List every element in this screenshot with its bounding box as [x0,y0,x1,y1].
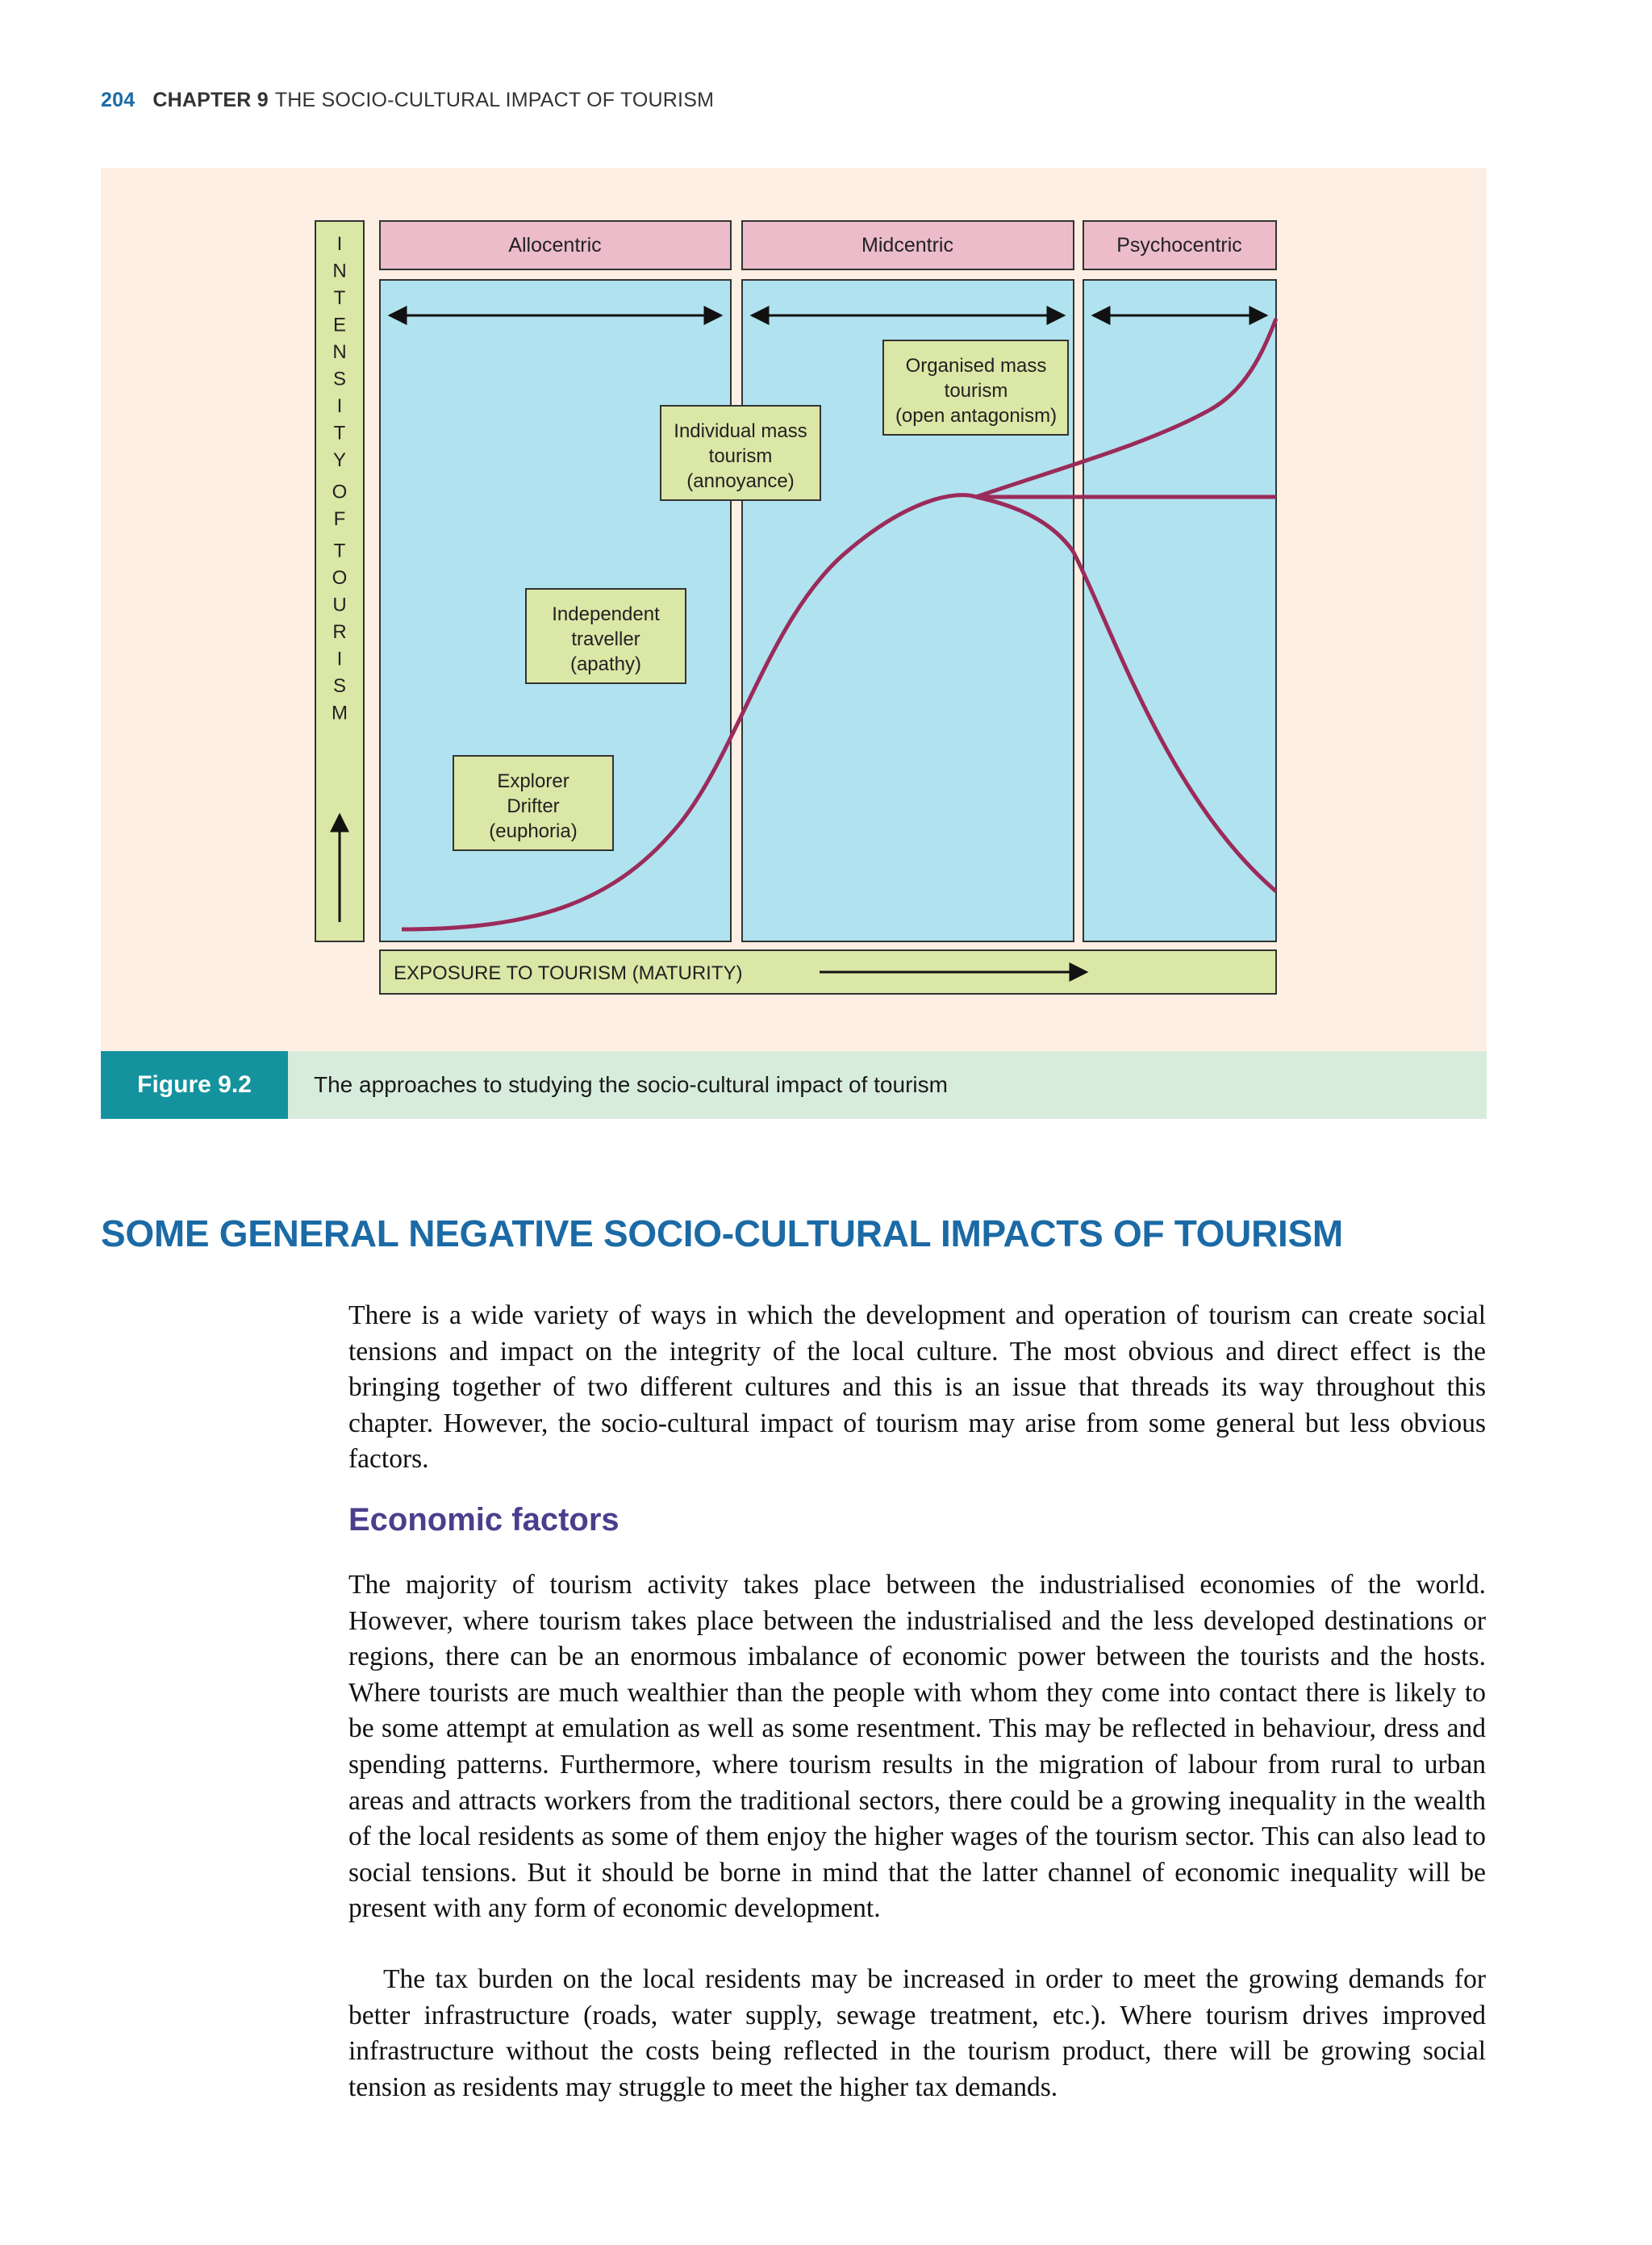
subheading-economic-factors: Economic factors [348,1502,620,1538]
y-axis-letter: T [333,540,346,562]
stage-organised-line1: Organised mass [905,355,1047,377]
stage-organised-line3: (open antagonism) [895,405,1058,427]
stage-independent-line1: Independent [552,603,660,625]
stage-independent-line3: (apathy) [569,653,642,675]
y-axis-letter: F [333,508,346,530]
figure-number: Figure 9.2 [101,1051,288,1119]
page-number: 204 [101,89,136,111]
stage-independent-line2: traveller [571,628,640,650]
chapter-label: CHAPTER 9 [152,89,269,111]
stage-explorer-line3: (euphoria) [489,820,578,842]
x-axis-title: EXPOSURE TO TOURISM (MATURITY) [394,962,743,984]
column-label-midcentric: Midcentric [861,234,953,257]
running-head [101,89,714,112]
y-axis-letter: I [336,233,343,255]
y-axis-letter: M [332,702,348,724]
figure-diagram [101,168,1487,1053]
paragraph-economic-2: The tax burden on the local residents may be increased in order to meet the growing demands for better infrastructure (roads, water supply, sewage treatment, etc.). Where tourism drives improved infrastructure without the costs being reflected in the tourism product, there will be growing social tension as residents may struggle to meet the higher tax demands. [348,1964,1486,2102]
stage-organised-mass [883,340,1068,435]
paragraph-intro: There is a wide variety of ways in which the development and operation of tourism can create social tensions and impact on the integrity of the local culture. The most obvious and direct effect is the bringing together of two different cultures and this is an issue that threads its way throughout this chapter. However, the socio-cultural impact of tourism may arise from some general but less obvious factors. [348,1300,1486,1475]
y-axis-letter: U [332,594,347,616]
y-axis-letter: I [336,395,343,417]
y-axis-letter: O [332,481,348,503]
y-axis-letter: S [332,675,347,697]
column-label-allocentric: Allocentric [508,234,602,257]
figure-9-2 [101,168,1487,1053]
stage-independent-traveller [526,589,686,683]
y-axis-letter: T [333,287,346,309]
y-axis-letter: E [332,314,347,336]
figure-caption [101,1051,1487,1119]
stage-explorer-line2: Drifter [507,795,560,817]
y-axis-letter: Y [332,449,347,471]
stage-organised-line2: tourism [944,380,1008,402]
section-heading: SOME GENERAL NEGATIVE SOCIO-CULTURAL IMPACTS OF TOURISM [101,1212,1343,1254]
y-axis-letter: S [332,368,347,390]
y-axis-letter: R [332,621,347,643]
y-axis-letter: I [336,648,343,670]
stage-individual-line2: tourism [708,445,773,467]
figure-caption-text: The approaches to studying the socio-cultural impact of tourism [314,1072,948,1097]
y-axis-letter: T [333,422,346,444]
stage-explorer-line1: Explorer [497,770,569,792]
stage-individual-line1: Individual mass [674,420,807,442]
paragraph-economic-1: The majority of tourism activity takes place between the industrialised economies of the world. However, where tourism takes place between the industrialised and the less developed destinations or regions, there can be an enormous imbalance of economic power between the tourists and the hosts. Where tourists are much wealthier than the people with whom they come into contact there is likely to be some attempt at emulation as well as some resentment. This may be reflected in behaviour, dress and spending patterns. Furthermore, where tourism results in the migration of labour from rural to urban areas and attracts workers from the traditional sectors, there could be a growing inequality in the wealth of the local residents as some of them enjoy the higher wages of the tourism sector. This can also lead to social tensions. But it should be borne in mind that the latter channel of economic inequality will be present with any form of economic development. [348,1570,1486,1924]
stage-individual-mass [661,406,820,500]
column-label-psychocentric: Psychocentric [1116,234,1242,257]
y-axis-letter: N [332,341,347,363]
y-axis-letter: O [332,567,348,589]
stage-explorer [453,756,613,850]
y-axis-letter: N [332,260,347,282]
chapter-title: THE SOCIO-CULTURAL IMPACT OF TOURISM [274,89,715,111]
stage-individual-line3: (annoyance) [686,470,795,492]
